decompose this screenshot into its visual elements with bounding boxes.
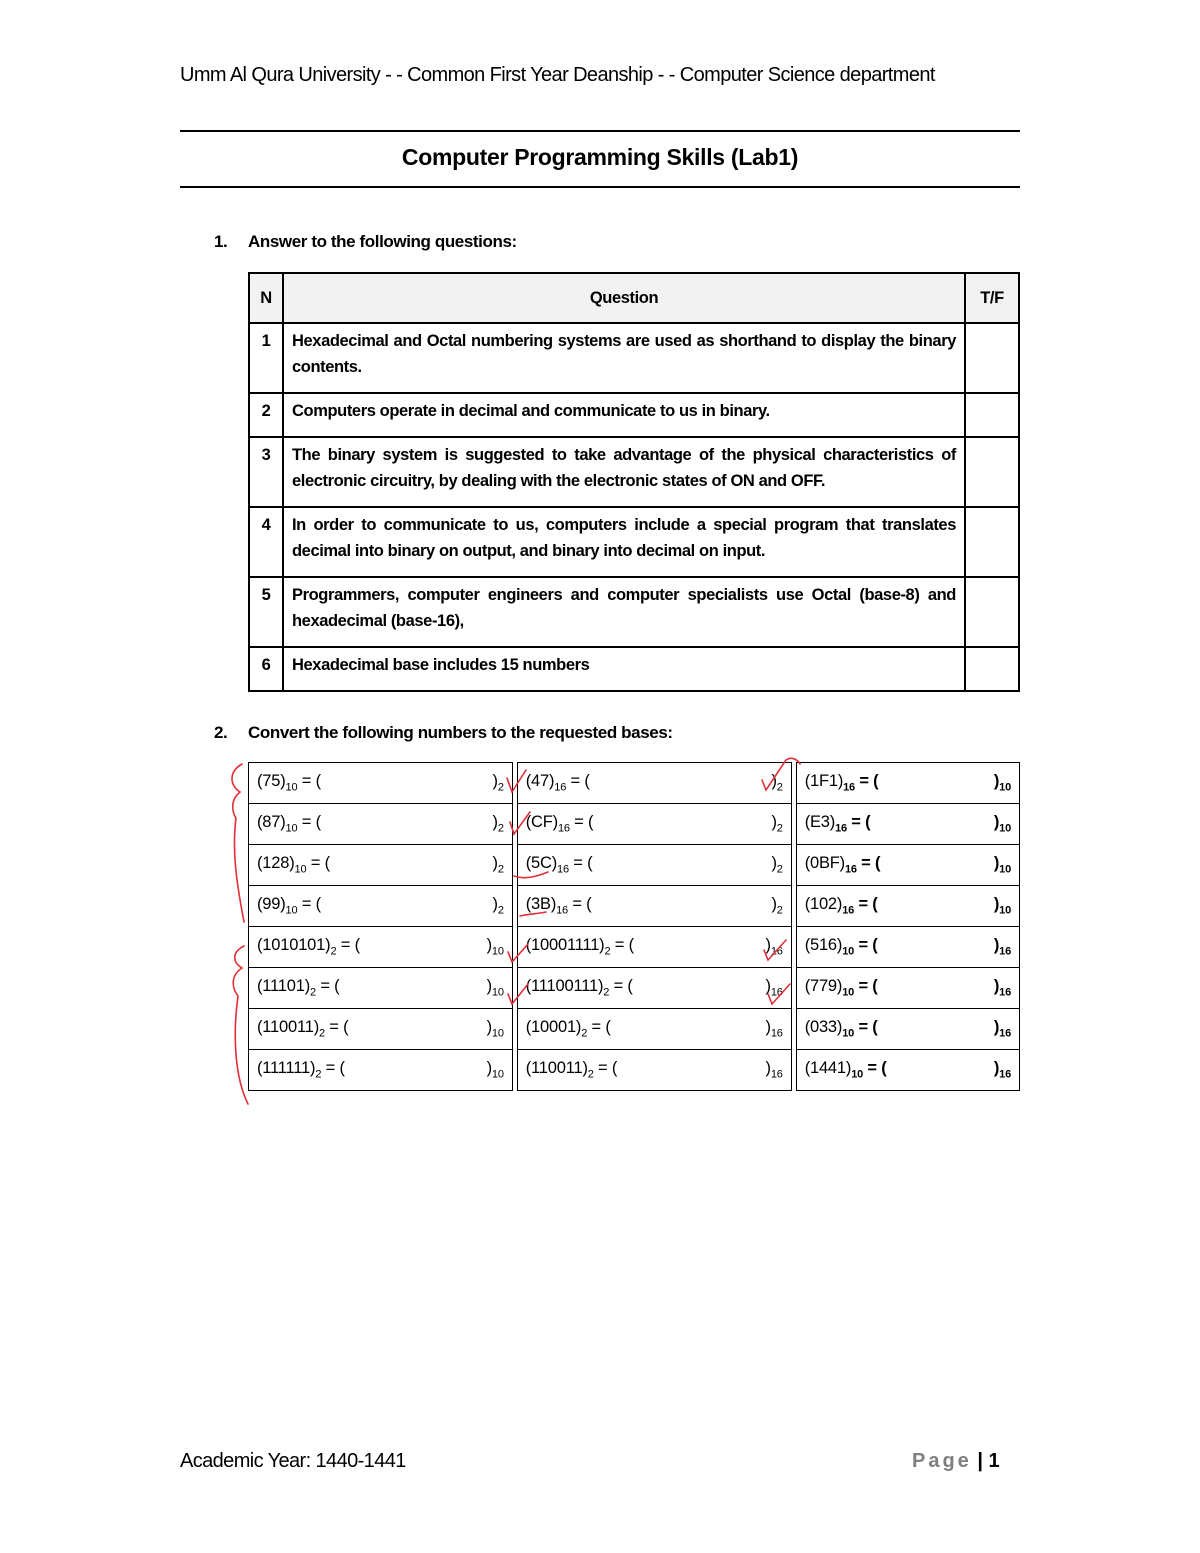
source-number: (10001) <box>525 1018 582 1037</box>
page-separator: | <box>977 1450 983 1472</box>
equals-open: = ( <box>297 772 321 791</box>
source-number: (1441) <box>804 1059 852 1078</box>
close-paren: ) <box>765 977 771 996</box>
conversion-cell[interactable] <box>249 886 513 927</box>
source-base: 10 <box>842 1027 855 1040</box>
close-paren: ) <box>771 854 777 873</box>
answer-close <box>766 1059 783 1080</box>
source-number: (516) <box>804 936 843 955</box>
conversion-expression <box>257 895 321 916</box>
equals-open: = ( <box>854 977 878 996</box>
equals-open: = ( <box>593 1059 618 1078</box>
source-number: (779) <box>804 977 843 996</box>
table-row <box>249 968 1020 1009</box>
academic-year: Academic Year: 1440-1441 <box>180 1450 406 1472</box>
conversion-expression <box>257 977 339 998</box>
question-text: Hexadecimal and Octal numbering systems are used as shorthand to display the binary contents. <box>283 323 965 393</box>
conversion-expression <box>526 1059 617 1080</box>
question-text: In order to communicate to us, computers include a special program that translates decimal into binary on output, and binary into decimal on input. <box>283 507 965 577</box>
source-base: 10 <box>294 863 307 876</box>
equals-open: = ( <box>336 936 360 955</box>
close-paren: ) <box>771 895 777 914</box>
answer-cell[interactable] <box>965 437 1019 507</box>
target-base: 10 <box>999 822 1011 835</box>
equals-open: = ( <box>610 936 634 955</box>
close-paren: ) <box>492 895 498 914</box>
source-base: 10 <box>285 822 298 835</box>
close-paren: ) <box>993 772 1000 791</box>
source-number: (11101) <box>257 977 311 996</box>
source-base: 10 <box>842 986 855 999</box>
source-number: (128) <box>257 854 295 873</box>
conversion-cell[interactable] <box>796 1050 1019 1091</box>
close-paren: ) <box>993 813 1000 832</box>
equals-open: = ( <box>321 1059 345 1078</box>
table-row <box>249 1009 1020 1050</box>
source-number: (CF) <box>525 813 558 832</box>
source-number: (47) <box>525 772 555 791</box>
header-rule-top <box>180 130 1020 132</box>
source-base: 16 <box>557 822 570 835</box>
close-paren: ) <box>771 813 777 832</box>
equals-open: = ( <box>863 1059 887 1078</box>
answer-close <box>771 854 782 875</box>
conversion-cell[interactable] <box>796 886 1019 927</box>
target-base: 2 <box>497 904 504 917</box>
source-base: 2 <box>315 1068 322 1081</box>
source-base: 2 <box>310 986 316 999</box>
conversion-expression <box>526 854 593 875</box>
table-row <box>249 927 1020 968</box>
document-title: Computer Programming Skills (Lab1) <box>401 144 799 170</box>
column-header-n: N <box>249 273 283 323</box>
row-number: 2 <box>249 393 283 437</box>
target-base: 10 <box>999 863 1011 876</box>
conversion-expression <box>805 1059 887 1080</box>
conversion-expression <box>805 772 879 793</box>
source-base: 16 <box>843 781 855 794</box>
source-number: (5C) <box>525 854 558 873</box>
conversion-expression <box>805 813 871 834</box>
target-base: 16 <box>999 1068 1011 1081</box>
source-base: 16 <box>844 863 857 876</box>
source-number: (033) <box>804 1018 843 1037</box>
table-row <box>249 886 1020 927</box>
equals-open: = ( <box>856 854 881 873</box>
answer-close <box>771 813 782 834</box>
conversion-expression <box>805 936 878 957</box>
section-1-title: Answer to the following questions: <box>248 232 517 251</box>
source-number: (3B) <box>525 895 557 914</box>
answer-close <box>493 854 504 875</box>
close-paren: ) <box>993 977 1000 996</box>
answer-cell[interactable] <box>965 577 1019 647</box>
conversion-cell[interactable] <box>249 845 513 886</box>
close-paren: ) <box>765 1018 771 1037</box>
table-header-row <box>249 273 1019 323</box>
source-number: (E3) <box>804 813 836 832</box>
equals-open: = ( <box>854 895 878 914</box>
answer-close <box>487 1018 504 1039</box>
target-base: 2 <box>776 863 783 876</box>
conversion-cell[interactable] <box>796 845 1019 886</box>
close-paren: ) <box>486 977 492 996</box>
answer-close <box>994 936 1011 957</box>
equals-open: = ( <box>854 936 878 955</box>
page-number <box>912 1450 1000 1473</box>
table-row <box>249 577 1019 647</box>
conversion-expression <box>257 813 321 834</box>
answer-close <box>994 813 1011 834</box>
table-row <box>249 507 1019 577</box>
answer-close <box>994 1059 1011 1080</box>
source-base: 16 <box>835 822 847 835</box>
source-number: (1010101) <box>257 936 331 955</box>
target-base: 16 <box>999 945 1011 958</box>
row-number: 6 <box>249 647 283 691</box>
source-base: 16 <box>556 904 568 917</box>
conversion-cell[interactable] <box>796 968 1019 1009</box>
close-paren: ) <box>492 813 498 832</box>
row-number: 1 <box>249 323 283 393</box>
conversion-cell[interactable] <box>249 763 513 804</box>
answer-close <box>766 1018 783 1039</box>
table-row <box>249 845 1020 886</box>
close-paren: ) <box>993 854 1000 873</box>
answer-close <box>994 895 1011 916</box>
equals-open: = ( <box>587 1018 611 1037</box>
equals-open: = ( <box>568 854 593 873</box>
close-paren: ) <box>993 895 1000 914</box>
answer-close <box>487 977 504 998</box>
close-paren: ) <box>486 936 492 955</box>
page-header: Umm Al Qura University - - Common First Year Deanship - - Computer Science department <box>180 64 935 86</box>
question-text: The binary system is suggested to take advantage of the physical characteristics of electronic circuitry, by dealing with the electronic states of ON and OFF. <box>283 437 965 507</box>
equals-open: = ( <box>566 772 590 791</box>
conversion-cell[interactable] <box>249 968 513 1009</box>
target-base: 2 <box>497 822 504 835</box>
answer-close <box>994 1018 1011 1039</box>
target-base: 10 <box>491 1027 504 1040</box>
target-base: 2 <box>776 781 783 794</box>
conversion-cell[interactable] <box>796 804 1019 845</box>
source-base: 2 <box>330 945 337 958</box>
target-base: 16 <box>770 1027 783 1040</box>
answer-close <box>487 936 504 957</box>
answer-close <box>994 977 1011 998</box>
conversion-cell[interactable] <box>249 804 513 845</box>
close-paren: ) <box>993 1018 1000 1037</box>
section-1-heading <box>214 232 517 252</box>
target-base: 2 <box>497 781 504 794</box>
target-base: 10 <box>491 986 504 999</box>
source-number: (110011) <box>257 1018 319 1037</box>
conversion-expression <box>257 936 360 957</box>
answer-cell[interactable] <box>965 647 1019 691</box>
column-header-tf: T/F <box>965 273 1019 323</box>
answer-cell[interactable] <box>965 393 1019 437</box>
target-base: 10 <box>999 904 1011 917</box>
conversion-cell[interactable] <box>517 927 791 968</box>
source-number: (111111) <box>257 1059 316 1078</box>
target-base: 16 <box>770 945 783 958</box>
source-base: 2 <box>319 1027 325 1040</box>
equals-open: = ( <box>854 1018 878 1037</box>
conversion-table <box>248 762 1020 1091</box>
source-number: (10001111) <box>525 936 605 955</box>
answer-cell[interactable] <box>965 323 1019 393</box>
equals-open: = ( <box>609 977 633 996</box>
close-paren: ) <box>492 854 498 873</box>
answer-cell[interactable] <box>965 507 1019 577</box>
target-base: 16 <box>999 986 1011 999</box>
table-row <box>249 323 1019 393</box>
red-brace-mark <box>233 946 248 1104</box>
answer-close <box>487 1059 504 1080</box>
conversion-cell[interactable] <box>249 1009 513 1050</box>
conversion-cell[interactable] <box>517 1050 791 1091</box>
equals-open: = ( <box>315 977 340 996</box>
answer-close <box>771 895 782 916</box>
true-false-table <box>248 272 1020 692</box>
answer-close <box>771 772 782 793</box>
equals-open: = ( <box>846 813 871 832</box>
close-paren: ) <box>492 772 498 791</box>
table-row <box>249 647 1019 691</box>
header-rule-bottom <box>180 186 1020 188</box>
column-header-question: Question <box>283 273 965 323</box>
answer-close <box>493 895 504 916</box>
conversion-expression <box>526 977 633 998</box>
target-base: 2 <box>497 863 504 876</box>
equals-open: = ( <box>567 895 592 914</box>
table-row <box>249 1050 1020 1091</box>
source-number: (1F1) <box>804 772 844 791</box>
conversion-cell[interactable] <box>517 845 791 886</box>
conversion-expression <box>805 1018 878 1039</box>
equals-open: = ( <box>569 813 594 832</box>
target-base: 10 <box>491 1068 504 1081</box>
target-base: 10 <box>999 781 1011 794</box>
row-number: 3 <box>249 437 283 507</box>
conversion-expression <box>526 813 594 834</box>
question-text: Computers operate in decimal and communicate to us in binary. <box>283 393 965 437</box>
source-base: 2 <box>604 945 611 958</box>
conversion-cell[interactable] <box>796 1009 1019 1050</box>
equals-open: = ( <box>297 813 321 832</box>
conversion-expression <box>257 854 330 875</box>
section-2-heading <box>214 723 673 743</box>
source-number: (110011) <box>525 1059 588 1078</box>
conversion-expression <box>805 854 881 875</box>
target-base: 16 <box>770 1068 783 1081</box>
source-number: (0BF) <box>804 854 845 873</box>
equals-open: = ( <box>306 854 330 873</box>
conversion-expression <box>257 1059 345 1080</box>
source-base: 16 <box>557 863 569 876</box>
source-number: (11100111) <box>525 977 604 996</box>
equals-open: = ( <box>854 772 879 791</box>
answer-close <box>994 772 1011 793</box>
answer-close <box>493 772 504 793</box>
question-text: Hexadecimal base includes 15 numbers <box>283 647 965 691</box>
close-paren: ) <box>993 936 1000 955</box>
table-row <box>249 393 1019 437</box>
source-base: 2 <box>603 986 610 999</box>
conversion-cell[interactable] <box>796 927 1019 968</box>
close-paren: ) <box>771 772 777 791</box>
section-1-number: 1. <box>214 232 228 251</box>
source-base: 10 <box>285 904 298 917</box>
table-row <box>249 763 1020 804</box>
target-base: 10 <box>491 945 504 958</box>
target-base: 16 <box>999 1027 1011 1040</box>
conversion-expression <box>805 977 878 998</box>
source-base: 10 <box>851 1068 864 1081</box>
source-number: (102) <box>804 895 843 914</box>
conversion-expression <box>526 936 634 957</box>
conversion-cell[interactable] <box>517 804 791 845</box>
conversion-expression <box>257 1018 348 1039</box>
close-paren: ) <box>765 1059 771 1078</box>
question-text: Programmers, computer engineers and computer specialists use Octal (base-8) and hexadecimal (base-16), <box>283 577 965 647</box>
conversion-expression <box>257 772 321 793</box>
conversion-expression <box>526 772 590 793</box>
conversion-cell[interactable] <box>796 763 1019 804</box>
source-base: 10 <box>842 945 855 958</box>
answer-close <box>493 813 504 834</box>
source-number: (75) <box>257 772 286 791</box>
section-2-title: Convert the following numbers to the requested bases: <box>248 723 673 742</box>
row-number: 4 <box>249 507 283 577</box>
conversion-expression <box>526 895 592 916</box>
source-base: 10 <box>285 781 298 794</box>
conversion-expression <box>805 895 878 916</box>
table-row <box>249 437 1019 507</box>
table-row <box>249 804 1020 845</box>
conversion-cell[interactable] <box>517 763 791 804</box>
answer-close <box>994 854 1011 875</box>
conversion-cell[interactable] <box>249 1050 513 1091</box>
close-paren: ) <box>993 1059 1000 1078</box>
answer-close <box>766 936 783 957</box>
red-brace-mark <box>232 764 244 922</box>
page-number-value: 1 <box>988 1450 1000 1472</box>
close-paren: ) <box>486 1059 492 1078</box>
source-base: 16 <box>842 904 855 917</box>
conversion-cell[interactable] <box>517 1009 791 1050</box>
conversion-expression <box>526 1018 611 1039</box>
equals-open: = ( <box>297 895 321 914</box>
target-base: 16 <box>770 986 783 999</box>
equals-open: = ( <box>324 1018 349 1037</box>
source-base: 16 <box>554 781 567 794</box>
target-base: 2 <box>776 822 783 835</box>
conversion-cell[interactable] <box>517 886 791 927</box>
close-paren: ) <box>486 1018 492 1037</box>
conversion-cell[interactable] <box>517 968 791 1009</box>
conversion-cell[interactable] <box>249 927 513 968</box>
page-label: Page <box>912 1450 972 1472</box>
source-base: 2 <box>587 1068 594 1081</box>
target-base: 2 <box>776 904 783 917</box>
source-number: (99) <box>257 895 286 914</box>
section-2-number: 2. <box>214 723 228 742</box>
close-paren: ) <box>765 936 771 955</box>
row-number: 5 <box>249 577 283 647</box>
source-number: (87) <box>257 813 286 832</box>
source-base: 2 <box>581 1027 588 1040</box>
answer-close <box>766 977 783 998</box>
